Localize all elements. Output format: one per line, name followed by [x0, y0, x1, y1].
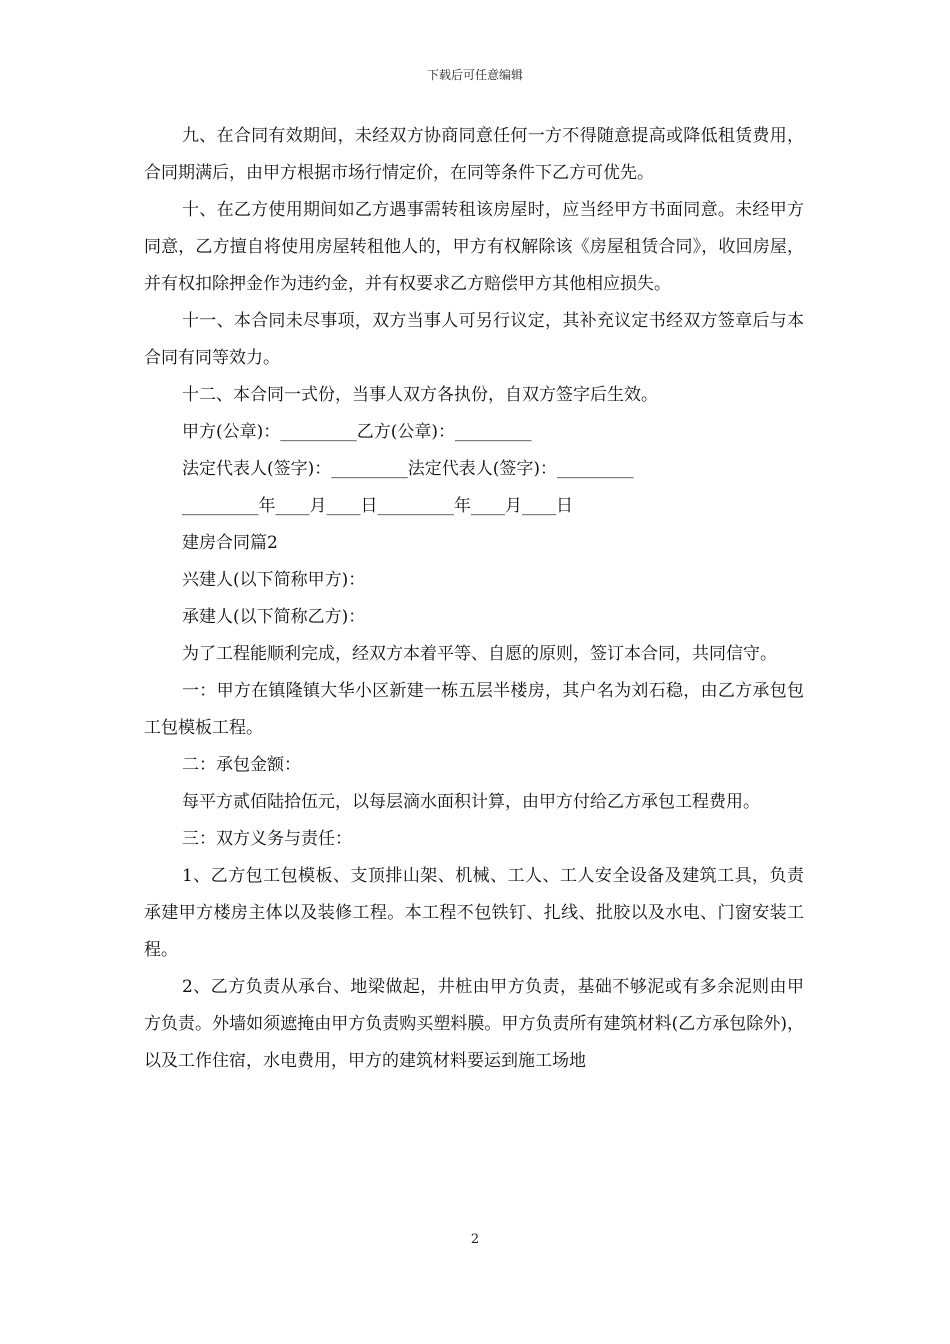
signature-representatives-line: 法定代表人(签字)：_________法定代表人(签字)：_________ — [182, 459, 634, 479]
section-title: 建房合同篇2 — [182, 533, 278, 553]
signature-dates-line: _________年____月____日_________年____月____日 — [182, 496, 573, 516]
clause-ten: 十、在乙方使用期间如乙方遇事需转租该房屋时，应当经甲方书面同意。未经甲方同意，乙方擅自将使用房屋转租他人的，甲方有权解除该《房屋租赁合同》，收回房屋，并有权扣除押金作为违约金，并有权要求乙方赔偿甲方其他相应损失。 — [144, 200, 804, 294]
amount-paragraph: 每平方贰佰陆拾伍元，以每层滴水面积计算，由甲方付给乙方承包工程费用。 — [182, 792, 760, 812]
signature-parties-line: 甲方(公章)：_________乙方(公章)：_________ — [182, 422, 532, 442]
clause-nine: 九、在合同有效期间，未经双方协商同意任何一方不得随意提高或降低租赁费用，合同期满后，由甲方根据市场行情定价，在同等条件下乙方可优先。 — [144, 126, 804, 183]
item-three-heading: 三：双方义务与责任： — [182, 829, 352, 849]
clause-twelve: 十二、本合同一式份，当事人双方各执份，自双方签字后生效。 — [182, 385, 658, 405]
duty-one: 1、乙方包工包模板、支顶排山架、机械、工人、工人安全设备及建筑工具，负责承建甲方楼房主体以及装修工程。本工程不包铁钉、扎线、批胶以及水电、门窗安装工程。 — [144, 866, 804, 960]
party-b-line: 承建人(以下简称乙方)： — [182, 607, 366, 627]
item-two-heading: 二：承包金额： — [182, 755, 301, 775]
page-header-note: 下载后可任意编辑 — [426, 68, 523, 82]
party-a-line: 兴建人(以下简称甲方)： — [182, 570, 366, 590]
clause-eleven: 十一、本合同未尽事项，双方当事人可另行议定，其补充议定书经双方签章后与本合同有同等效力。 — [144, 311, 804, 368]
page-number: 2 — [470, 1232, 480, 1247]
item-one: 一：甲方在镇隆镇大华小区新建一栋五层半楼房，其户名为刘石稳，由乙方承包包工包模板工程。 — [144, 681, 804, 738]
intro-paragraph: 为了工程能顺利完成，经双方本着平等、自愿的原则，签订本合同，共同信守。 — [182, 644, 777, 664]
document-body — [144, 118, 804, 1080]
duty-two: 2、乙方负责从承台、地梁做起，井桩由甲方负责，基础不够泥或有多余泥则由甲方负责。外墙如须遮掩由甲方负责购买塑料膜。甲方负责所有建筑材料(乙方承包除外)，以及工作住宿，水电费用，甲方的建筑材料要运到施工场地 — [144, 977, 804, 1071]
